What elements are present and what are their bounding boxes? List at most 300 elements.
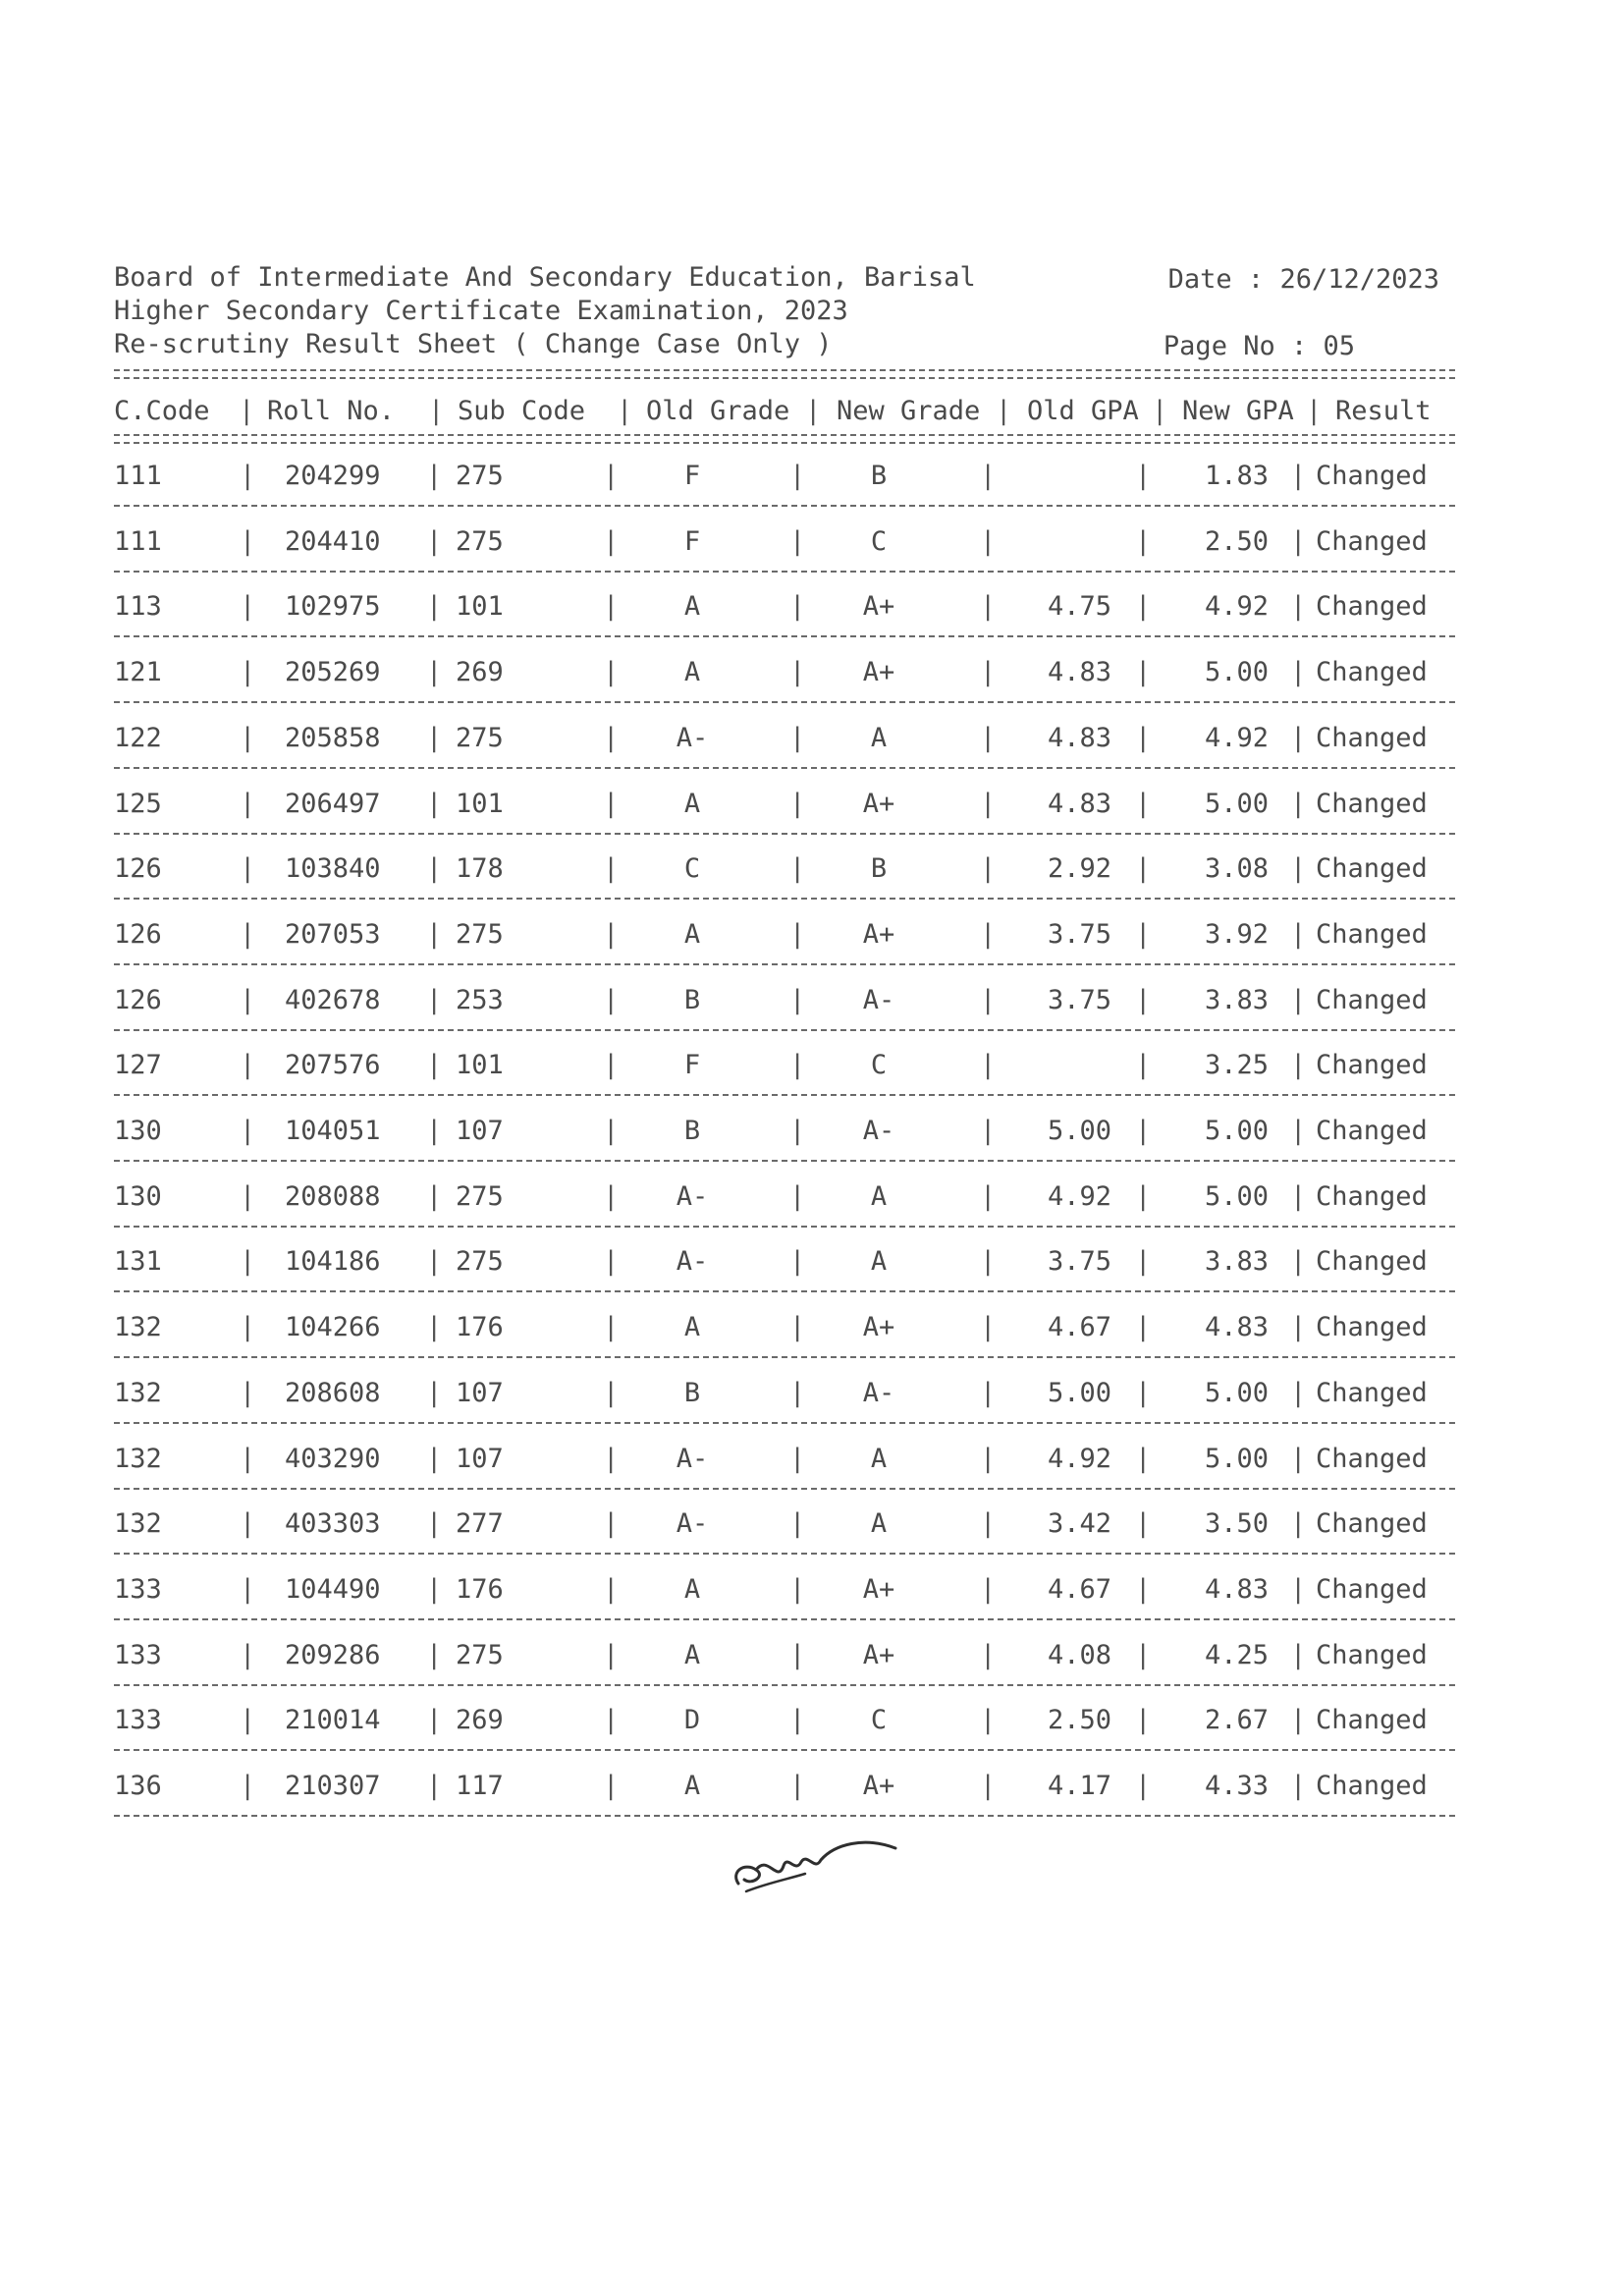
cell-new-gpa: 5.00 bbox=[1204, 657, 1269, 687]
cell-roll: 104266 bbox=[285, 1312, 381, 1342]
cell-roll: 206497 bbox=[285, 789, 381, 819]
cell-roll: 402678 bbox=[285, 985, 381, 1015]
column-separator: | bbox=[426, 853, 443, 884]
column-separator: | bbox=[1290, 985, 1307, 1015]
cell-old-grade: B bbox=[683, 1378, 701, 1408]
cell-ccode: 133 bbox=[114, 1705, 162, 1735]
column-separator: | bbox=[603, 657, 620, 687]
column-separator: | bbox=[1135, 1771, 1152, 1801]
cell-old-grade: A bbox=[683, 1771, 701, 1801]
cell-sub: 107 bbox=[456, 1116, 504, 1146]
cell-ccode: 133 bbox=[114, 1640, 162, 1670]
column-separator: | bbox=[426, 461, 443, 491]
column-separator: | bbox=[1290, 1771, 1307, 1801]
column-separator: | bbox=[426, 1181, 443, 1212]
column-separator: | bbox=[1290, 1116, 1307, 1146]
cell-sub: 176 bbox=[456, 1574, 504, 1605]
column-separator: | bbox=[980, 1050, 997, 1080]
cell-old-grade: A- bbox=[676, 1246, 709, 1277]
cell-new-grade: C bbox=[870, 1705, 888, 1735]
cell-new-grade: A bbox=[870, 723, 888, 753]
column-separator: | bbox=[789, 1508, 806, 1539]
column-separator: | bbox=[1135, 591, 1152, 622]
row-divider bbox=[114, 1553, 1455, 1555]
column-separator: | bbox=[603, 919, 620, 950]
cell-old-grade: B bbox=[683, 1116, 701, 1146]
cell-sub: 253 bbox=[456, 985, 504, 1015]
column-separator: | bbox=[1135, 1378, 1152, 1408]
cell-sub: 101 bbox=[456, 1050, 504, 1080]
cell-old-grade: A bbox=[683, 591, 701, 622]
cell-sub: 275 bbox=[456, 919, 504, 950]
column-separator: | bbox=[789, 1181, 806, 1212]
cell-new-gpa: 3.92 bbox=[1204, 919, 1269, 950]
column-separator: | bbox=[1135, 919, 1152, 950]
row-divider bbox=[114, 635, 1455, 637]
column-separator: | bbox=[789, 723, 806, 753]
cell-old-gpa: 5.00 bbox=[1047, 1116, 1111, 1146]
cell-sub: 101 bbox=[456, 591, 504, 622]
column-separator: | bbox=[426, 985, 443, 1015]
column-separator: | bbox=[426, 1246, 443, 1277]
cell-result: Changed bbox=[1316, 591, 1428, 622]
column-separator: | bbox=[1135, 526, 1152, 557]
cell-ccode: 132 bbox=[114, 1444, 162, 1474]
cell-new-grade: A+ bbox=[862, 1574, 895, 1605]
column-separator: | bbox=[789, 657, 806, 687]
column-separator: | bbox=[426, 1771, 443, 1801]
cell-result: Changed bbox=[1316, 1508, 1428, 1539]
column-separator: | bbox=[789, 1771, 806, 1801]
cell-old-gpa: 2.92 bbox=[1047, 853, 1111, 884]
cell-new-gpa: 2.67 bbox=[1204, 1705, 1269, 1735]
column-separator: | bbox=[603, 526, 620, 557]
signature bbox=[727, 1815, 903, 1903]
column-separator: | bbox=[603, 1574, 620, 1605]
column-separator: | bbox=[426, 657, 443, 687]
cell-roll: 403303 bbox=[285, 1508, 381, 1539]
cell-sub: 275 bbox=[456, 1640, 504, 1670]
cell-old-gpa: 4.67 bbox=[1047, 1574, 1111, 1605]
column-separator: | bbox=[426, 723, 443, 753]
column-separator: | bbox=[240, 1246, 256, 1277]
exam-title: Higher Secondary Certificate Examination, 2023 bbox=[114, 296, 848, 326]
cell-result: Changed bbox=[1316, 789, 1428, 819]
cell-new-gpa: 3.50 bbox=[1204, 1508, 1269, 1539]
cell-old-grade: B bbox=[683, 985, 701, 1015]
cell-roll: 207053 bbox=[285, 919, 381, 950]
column-separator: | bbox=[980, 1181, 997, 1212]
cell-old-gpa: 4.83 bbox=[1047, 789, 1111, 819]
column-separator: | bbox=[240, 789, 256, 819]
cell-roll: 210014 bbox=[285, 1705, 381, 1735]
column-separator: | bbox=[789, 919, 806, 950]
column-separator: | bbox=[1135, 461, 1152, 491]
column-separator: | bbox=[789, 1640, 806, 1670]
row-divider bbox=[114, 1356, 1455, 1358]
column-separator: | bbox=[1290, 1050, 1307, 1080]
column-separator: | bbox=[980, 1378, 997, 1408]
cell-ccode: 136 bbox=[114, 1771, 162, 1801]
column-separator: | bbox=[1290, 789, 1307, 819]
column-separator: | bbox=[1290, 1246, 1307, 1277]
col-old-gpa-header: Old GPA bbox=[1027, 396, 1139, 426]
column-separator: | bbox=[789, 789, 806, 819]
cell-roll: 102975 bbox=[285, 591, 381, 622]
cell-result: Changed bbox=[1316, 723, 1428, 753]
column-separator: | bbox=[789, 853, 806, 884]
column-separator: | bbox=[240, 723, 256, 753]
column-separator: | bbox=[980, 1508, 997, 1539]
cell-ccode: 111 bbox=[114, 526, 162, 557]
col-new-grade-header: New Grade bbox=[837, 396, 981, 426]
cell-old-gpa: 3.75 bbox=[1047, 985, 1111, 1015]
cell-old-grade: A- bbox=[676, 1508, 709, 1539]
cell-sub: 275 bbox=[456, 526, 504, 557]
col-new-gpa-header: New GPA bbox=[1182, 396, 1294, 426]
column-separator: | bbox=[1290, 1574, 1307, 1605]
column-separator: | bbox=[1290, 526, 1307, 557]
column-separator: | bbox=[789, 1705, 806, 1735]
cell-old-grade: A- bbox=[676, 1444, 709, 1474]
cell-roll: 403290 bbox=[285, 1444, 381, 1474]
column-separator: | bbox=[789, 1574, 806, 1605]
cell-sub: 277 bbox=[456, 1508, 504, 1539]
column-separator: | bbox=[603, 1508, 620, 1539]
column-separator: | bbox=[980, 1705, 997, 1735]
column-separator: | bbox=[996, 396, 1012, 426]
column-separator: | bbox=[1135, 1640, 1152, 1670]
cell-roll: 103840 bbox=[285, 853, 381, 884]
cell-old-gpa: 3.75 bbox=[1047, 1246, 1111, 1277]
column-separator: | bbox=[980, 1444, 997, 1474]
column-separator: | bbox=[980, 526, 997, 557]
column-separator: | bbox=[603, 1705, 620, 1735]
cell-new-gpa: 5.00 bbox=[1204, 1378, 1269, 1408]
row-divider bbox=[114, 1160, 1455, 1162]
cell-new-grade: A+ bbox=[862, 657, 895, 687]
column-separator: | bbox=[603, 1444, 620, 1474]
column-separator: | bbox=[805, 396, 822, 426]
cell-sub: 275 bbox=[456, 723, 504, 753]
cell-new-gpa: 3.83 bbox=[1204, 1246, 1269, 1277]
page-number: Page No : 05 bbox=[1163, 331, 1355, 361]
column-separator: | bbox=[603, 1116, 620, 1146]
cell-ccode: 127 bbox=[114, 1050, 162, 1080]
cell-ccode: 126 bbox=[114, 985, 162, 1015]
column-separator: | bbox=[789, 1378, 806, 1408]
column-separator: | bbox=[617, 396, 633, 426]
cell-old-gpa: 3.75 bbox=[1047, 919, 1111, 950]
cell-new-gpa: 5.00 bbox=[1204, 789, 1269, 819]
cell-new-grade: B bbox=[870, 461, 888, 491]
cell-new-grade: A bbox=[870, 1508, 888, 1539]
cell-result: Changed bbox=[1316, 526, 1428, 557]
cell-roll: 209286 bbox=[285, 1640, 381, 1670]
row-divider bbox=[114, 1422, 1455, 1424]
column-separator: | bbox=[1135, 1444, 1152, 1474]
cell-ccode: 132 bbox=[114, 1312, 162, 1342]
cell-new-gpa: 2.50 bbox=[1204, 526, 1269, 557]
column-separator: | bbox=[980, 789, 997, 819]
cell-new-gpa: 4.83 bbox=[1204, 1574, 1269, 1605]
column-separator: | bbox=[789, 461, 806, 491]
column-separator: | bbox=[1135, 1181, 1152, 1212]
cell-old-grade: A- bbox=[676, 1181, 709, 1212]
cell-new-grade: A+ bbox=[862, 591, 895, 622]
column-separator: | bbox=[603, 1640, 620, 1670]
column-separator: | bbox=[603, 723, 620, 753]
cell-sub: 107 bbox=[456, 1378, 504, 1408]
column-separator: | bbox=[240, 657, 256, 687]
cell-roll: 204410 bbox=[285, 526, 381, 557]
cell-old-gpa: 4.08 bbox=[1047, 1640, 1111, 1670]
cell-new-grade: A+ bbox=[862, 1640, 895, 1670]
cell-new-grade: A bbox=[870, 1444, 888, 1474]
column-separator: | bbox=[240, 1640, 256, 1670]
column-separator: | bbox=[1290, 1444, 1307, 1474]
column-separator: | bbox=[1290, 1705, 1307, 1735]
cell-ccode: 130 bbox=[114, 1116, 162, 1146]
column-separator: | bbox=[1135, 1508, 1152, 1539]
row-divider bbox=[114, 1749, 1455, 1751]
cell-result: Changed bbox=[1316, 657, 1428, 687]
cell-roll: 210307 bbox=[285, 1771, 381, 1801]
column-separator: | bbox=[1135, 1574, 1152, 1605]
row-divider bbox=[114, 1290, 1455, 1292]
column-separator: | bbox=[789, 591, 806, 622]
column-separator: | bbox=[1290, 1181, 1307, 1212]
column-separator: | bbox=[980, 1574, 997, 1605]
column-separator: | bbox=[1290, 461, 1307, 491]
cell-old-grade: A bbox=[683, 657, 701, 687]
cell-new-gpa: 3.25 bbox=[1204, 1050, 1269, 1080]
column-separator: | bbox=[1135, 1116, 1152, 1146]
column-separator: | bbox=[1290, 919, 1307, 950]
column-separator: | bbox=[240, 1378, 256, 1408]
column-separator: | bbox=[1306, 396, 1323, 426]
column-separator: | bbox=[603, 1246, 620, 1277]
cell-new-gpa: 4.25 bbox=[1204, 1640, 1269, 1670]
cell-result: Changed bbox=[1316, 1705, 1428, 1735]
cell-new-gpa: 4.33 bbox=[1204, 1771, 1269, 1801]
column-separator: | bbox=[789, 1246, 806, 1277]
column-separator: | bbox=[1290, 1508, 1307, 1539]
cell-new-gpa: 5.00 bbox=[1204, 1444, 1269, 1474]
column-separator: | bbox=[426, 1116, 443, 1146]
row-divider bbox=[114, 1094, 1455, 1096]
cell-ccode: 113 bbox=[114, 591, 162, 622]
cell-sub: 117 bbox=[456, 1771, 504, 1801]
cell-old-gpa: 4.92 bbox=[1047, 1444, 1111, 1474]
cell-result: Changed bbox=[1316, 985, 1428, 1015]
cell-old-grade: A- bbox=[676, 723, 709, 753]
column-separator: | bbox=[240, 1771, 256, 1801]
cell-old-grade: A bbox=[683, 919, 701, 950]
column-separator: | bbox=[1135, 657, 1152, 687]
cell-sub: 178 bbox=[456, 853, 504, 884]
column-separator: | bbox=[240, 1574, 256, 1605]
column-separator: | bbox=[426, 1508, 443, 1539]
column-separator: | bbox=[1135, 985, 1152, 1015]
column-separator: | bbox=[603, 1181, 620, 1212]
cell-sub: 275 bbox=[456, 1246, 504, 1277]
row-divider bbox=[114, 898, 1455, 900]
cell-roll: 205858 bbox=[285, 723, 381, 753]
cell-result: Changed bbox=[1316, 1181, 1428, 1212]
cell-new-grade: A- bbox=[862, 1116, 895, 1146]
column-separator: | bbox=[1290, 657, 1307, 687]
column-separator: | bbox=[1135, 1050, 1152, 1080]
cell-ccode: 130 bbox=[114, 1181, 162, 1212]
cell-result: Changed bbox=[1316, 853, 1428, 884]
column-separator: | bbox=[1290, 1640, 1307, 1670]
column-separator: | bbox=[240, 853, 256, 884]
cell-new-gpa: 4.92 bbox=[1204, 723, 1269, 753]
column-separator: | bbox=[603, 1771, 620, 1801]
cell-result: Changed bbox=[1316, 1574, 1428, 1605]
row-divider bbox=[114, 701, 1455, 703]
cell-old-gpa: 4.83 bbox=[1047, 723, 1111, 753]
column-separator: | bbox=[240, 1050, 256, 1080]
column-separator: | bbox=[1290, 723, 1307, 753]
column-separator: | bbox=[980, 1640, 997, 1670]
col-result-header: Result bbox=[1335, 396, 1432, 426]
row-divider bbox=[114, 1618, 1455, 1620]
column-separator: | bbox=[1290, 591, 1307, 622]
cell-roll: 207576 bbox=[285, 1050, 381, 1080]
cell-sub: 275 bbox=[456, 461, 504, 491]
cell-new-gpa: 5.00 bbox=[1204, 1181, 1269, 1212]
column-separator: | bbox=[1290, 1312, 1307, 1342]
cell-new-gpa: 1.83 bbox=[1204, 461, 1269, 491]
cell-result: Changed bbox=[1316, 919, 1428, 950]
cell-new-grade: A+ bbox=[862, 1312, 895, 1342]
column-separator: | bbox=[789, 985, 806, 1015]
column-separator: | bbox=[980, 1246, 997, 1277]
column-separator: | bbox=[980, 1116, 997, 1146]
column-separator: | bbox=[240, 919, 256, 950]
cell-ccode: 133 bbox=[114, 1574, 162, 1605]
column-separator: | bbox=[1135, 789, 1152, 819]
cell-old-gpa: 2.50 bbox=[1047, 1705, 1111, 1735]
column-separator: | bbox=[789, 1050, 806, 1080]
cell-sub: 269 bbox=[456, 1705, 504, 1735]
cell-old-gpa: 4.17 bbox=[1047, 1771, 1111, 1801]
cell-result: Changed bbox=[1316, 1640, 1428, 1670]
cell-old-grade: F bbox=[683, 461, 701, 491]
cell-new-gpa: 3.08 bbox=[1204, 853, 1269, 884]
column-separator: | bbox=[980, 723, 997, 753]
cell-sub: 269 bbox=[456, 657, 504, 687]
column-separator: | bbox=[426, 1312, 443, 1342]
cell-roll: 208088 bbox=[285, 1181, 381, 1212]
column-separator: | bbox=[603, 461, 620, 491]
column-separator: | bbox=[240, 985, 256, 1015]
header-double-rule bbox=[114, 434, 1455, 444]
column-separator: | bbox=[980, 919, 997, 950]
column-separator: | bbox=[789, 1444, 806, 1474]
cell-new-gpa: 4.83 bbox=[1204, 1312, 1269, 1342]
column-separator: | bbox=[426, 1574, 443, 1605]
date-label: Date : 26/12/2023 bbox=[1167, 264, 1439, 295]
column-separator: | bbox=[603, 789, 620, 819]
cell-ccode: 126 bbox=[114, 919, 162, 950]
cell-old-gpa: 4.83 bbox=[1047, 657, 1111, 687]
column-separator: | bbox=[428, 396, 445, 426]
column-separator: | bbox=[240, 1444, 256, 1474]
cell-roll: 104186 bbox=[285, 1246, 381, 1277]
cell-result: Changed bbox=[1316, 1116, 1428, 1146]
column-separator: | bbox=[980, 1312, 997, 1342]
col-roll-header: Roll No. bbox=[267, 396, 396, 426]
column-separator: | bbox=[603, 1312, 620, 1342]
cell-new-grade: A- bbox=[862, 985, 895, 1015]
cell-new-grade: C bbox=[870, 1050, 888, 1080]
column-separator: | bbox=[426, 1050, 443, 1080]
cell-sub: 101 bbox=[456, 789, 504, 819]
column-separator: | bbox=[240, 1116, 256, 1146]
cell-old-grade: A bbox=[683, 1640, 701, 1670]
cell-old-gpa: 3.42 bbox=[1047, 1508, 1111, 1539]
cell-old-gpa: 4.92 bbox=[1047, 1181, 1111, 1212]
cell-ccode: 111 bbox=[114, 461, 162, 491]
column-separator: | bbox=[1135, 1246, 1152, 1277]
col-subcode-header: Sub Code bbox=[458, 396, 586, 426]
cell-new-grade: B bbox=[870, 853, 888, 884]
cell-new-grade: A bbox=[870, 1246, 888, 1277]
cell-ccode: 122 bbox=[114, 723, 162, 753]
cell-sub: 107 bbox=[456, 1444, 504, 1474]
cell-ccode: 125 bbox=[114, 789, 162, 819]
cell-old-grade: A bbox=[683, 1574, 701, 1605]
column-separator: | bbox=[240, 591, 256, 622]
cell-result: Changed bbox=[1316, 1444, 1428, 1474]
column-separator: | bbox=[426, 1444, 443, 1474]
cell-new-grade: C bbox=[870, 526, 888, 557]
cell-old-grade: F bbox=[683, 526, 701, 557]
cell-result: Changed bbox=[1316, 1312, 1428, 1342]
column-separator: | bbox=[426, 591, 443, 622]
cell-old-grade: A bbox=[683, 789, 701, 819]
cell-ccode: 126 bbox=[114, 853, 162, 884]
sheet-title: Re-scrutiny Result Sheet ( Change Case Only ) bbox=[114, 329, 833, 359]
cell-old-gpa: 4.75 bbox=[1047, 591, 1111, 622]
board-title: Board of Intermediate And Secondary Education, Barisal bbox=[114, 262, 976, 293]
column-separator: | bbox=[980, 657, 997, 687]
column-separator: | bbox=[980, 591, 997, 622]
row-divider bbox=[114, 1488, 1455, 1490]
cell-new-gpa: 3.83 bbox=[1204, 985, 1269, 1015]
column-separator: | bbox=[603, 591, 620, 622]
cell-new-grade: A bbox=[870, 1181, 888, 1212]
cell-new-grade: A- bbox=[862, 1378, 895, 1408]
row-divider bbox=[114, 1029, 1455, 1031]
column-separator: | bbox=[603, 1378, 620, 1408]
cell-sub: 275 bbox=[456, 1181, 504, 1212]
column-separator: | bbox=[1135, 853, 1152, 884]
column-separator: | bbox=[603, 1050, 620, 1080]
cell-old-grade: D bbox=[683, 1705, 701, 1735]
row-divider bbox=[114, 833, 1455, 835]
cell-new-grade: A+ bbox=[862, 919, 895, 950]
column-separator: | bbox=[426, 526, 443, 557]
column-separator: | bbox=[240, 461, 256, 491]
top-double-rule bbox=[114, 369, 1455, 379]
column-separator: | bbox=[980, 461, 997, 491]
cell-new-grade: A+ bbox=[862, 1771, 895, 1801]
column-separator: | bbox=[603, 985, 620, 1015]
